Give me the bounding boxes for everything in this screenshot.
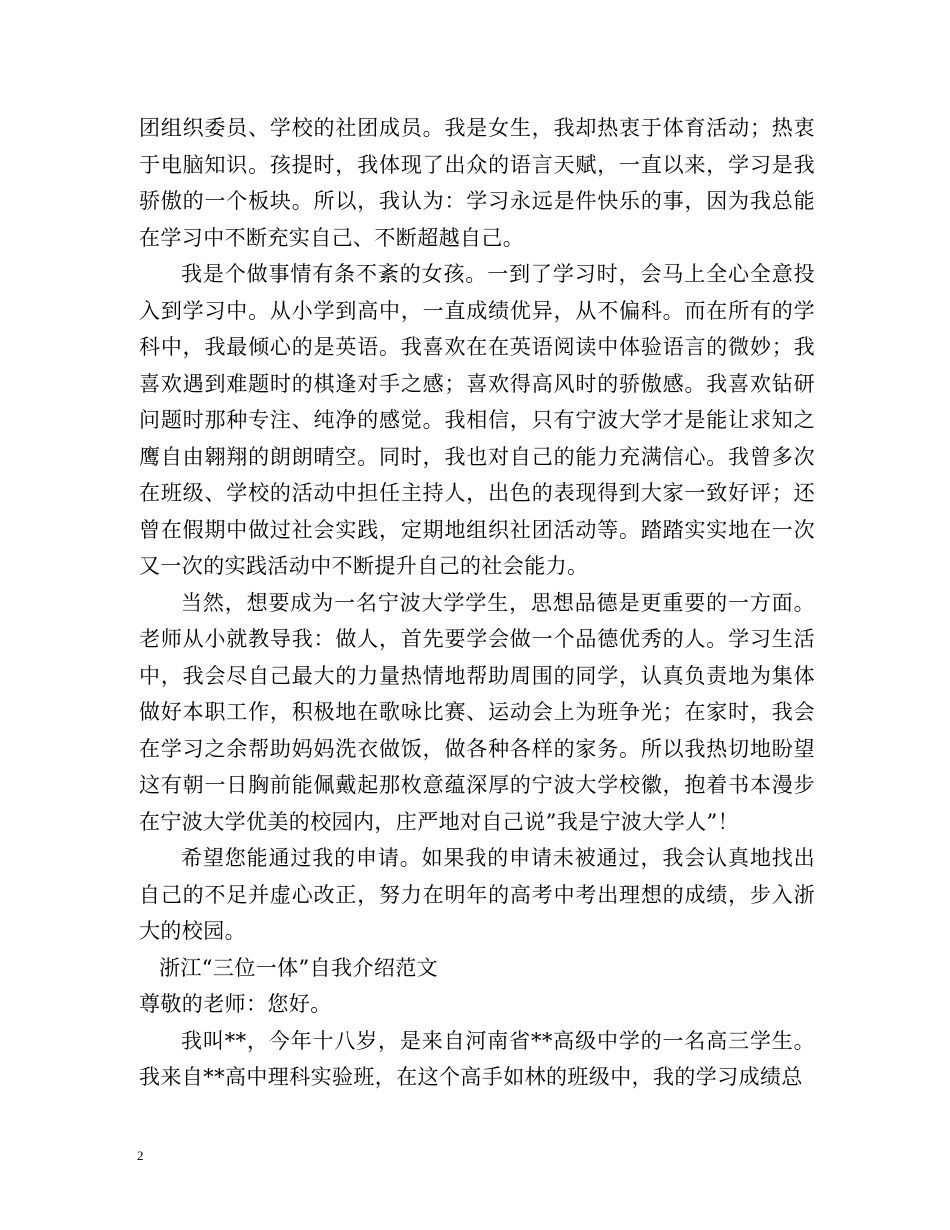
- paragraph-moral-character: 当然，想要成为一名宁波大学学生，思想品德是更重要的一方面。老师从小就教导我：做人，首先要学会做一个品德优秀的人。学习生活中，我会尽自己最大的力量热情地帮助周围的同学，认真负责地为集体做好本职工作，积极地在歌咏比赛、运动会上为班争光；在家时，我会在学习之余帮助妈妈洗衣做饭，做各种各样的家务。所以我热切地盼望这有朝一日胸前能佩戴起那枚意蕴深厚的宁波大学校徽，抱着书本漫步在宁波大学优美的校园内，庄严地对自己说”我是宁波大学人”！: [139, 590, 815, 834]
- paragraph-continuation: 团组织委员、学校的社团成员。我是女生，我却热衷于体育活动；热衷于电脑知识。孩提时，我体现了出众的语言天赋，一直以来，学习是我骄傲的一个板块。所以，我认为：学习永远是件快乐的事，因为我总能在学习中不断充实自己、不断超越自己。: [139, 116, 815, 250]
- section-title: 浙江“三位一体”自我介绍范文: [159, 955, 439, 980]
- salutation: 尊敬的老师：您好。: [139, 992, 332, 1016]
- paragraph-study-habits: 我是个做事情有条不紊的女孩。一到了学习时，会马上全心全意投入到学习中。从小学到高中，一直成绩优异，从不偏科。而在所有的学科中，我最倾心的是英语。我喜欢在在英语阅读中体验语言的微妙；我喜欢遇到难题时的棋逢对手之感；喜欢得高风时的骄傲感。我喜欢钻研问题时那种专注、纯净的感觉。我相信，只有宁波大学才是能让求知之鹰自由翱翔的朗朗晴空。同时，我也对自己的能力充满信心。我曾多次在班级、学校的活动中担任主持人，出色的表现得到大家一致好评；还曾在假期中做过社会实践，定期地组织社团活动等。踏踏实实地在一次又一次的实践活动中不断提升自己的社会能力。: [139, 262, 815, 578]
- page-number: 2: [137, 1148, 144, 1163]
- document-body: [139, 110, 815, 1096]
- paragraph-application-wish: 希望您能通过我的申请。如果我的申请未被通过，我会认真地找出自己的不足并虚心改正，努力在明年的高考中考出理想的成绩，步入浙大的校园。: [139, 846, 815, 943]
- paragraph-self-introduction: 我叫**，今年十八岁，是来自河南省**高级中学的一名高三学生。我来自**高中理科实验班，在这个高手如林的班级中，我的学习成绩总: [139, 1028, 815, 1089]
